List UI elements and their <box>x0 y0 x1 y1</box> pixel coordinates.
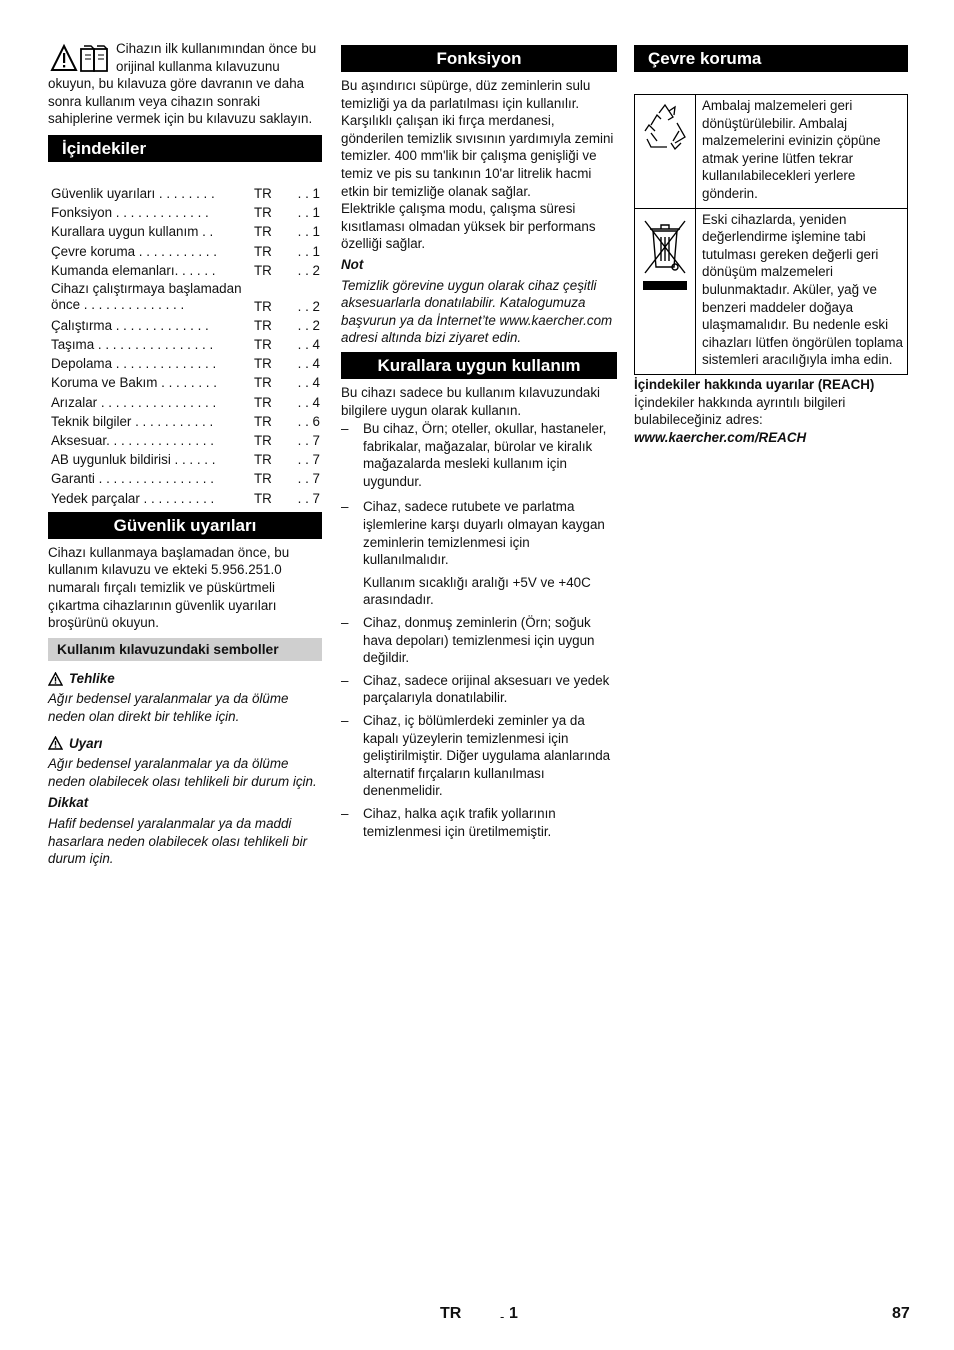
toc-entry-lang: TR <box>254 185 272 201</box>
toc-entry-page: . . 6 <box>297 413 320 429</box>
warning-label-row <box>48 735 322 753</box>
bin-icon-cell <box>635 208 696 374</box>
environment-table <box>634 94 908 375</box>
toc-heading: İçindekiler <box>48 135 322 162</box>
toc-entry <box>48 373 322 392</box>
toc-entry-title: Fonksiyon . . . . . . . . . . . . . <box>51 205 209 221</box>
toc-entry-page: . . 7 <box>297 471 320 487</box>
footer-separator: - <box>500 1309 505 1324</box>
temperature-note: Kullanım sıcaklığı aralığı +5V ve +40C arasındadır. <box>363 574 591 608</box>
function-text-electric: Elektrikle çalışma modu, çalışma süresi kısıtlaması olmadan yüksek bir performans özelliği sağlar. <box>341 201 596 252</box>
toc-entry-title: Teknik bilgiler . . . . . . . . . . . <box>51 413 214 429</box>
toc-entry-page: . . 4 <box>297 337 320 353</box>
disposal-text-cell: Eski cihazlarda, yeniden değerlendirme işlemine tabi tutulması gereken değerli geri dönüşüm malzemeleri bulunmaktadır. Aküler, yağ ve benzeri maddeler doğaya ulaşmamalıdır. Bu nedenle eski cihazları lütfen öngörülen toplama sistemleri aracılığıyla imha edin. <box>696 208 908 374</box>
toc-entry <box>48 203 322 222</box>
recycle-icon-cell <box>635 95 696 209</box>
toc-entry-title: Çalıştırma . . . . . . . . . . . . . <box>51 317 209 333</box>
safety-heading: Güvenlik uyarıları <box>48 512 322 539</box>
toc-entry-title: Cihazı çalıştırmaya başlamadan önce . . . . . . . . . . . . . . <box>51 280 242 313</box>
reach-text: İçindekiler hakkında ayrıntılı bilgileri bulabileceğiniz adres: <box>634 394 846 428</box>
toc-entry <box>48 393 322 412</box>
list-item: – Cihaz, donmuş zeminlerin (Örn; soğuk hava depoları) temizlenmesi için uygun değildir. <box>341 614 617 667</box>
proper-use-list-continued <box>341 614 617 840</box>
warning-triangle-icon <box>48 736 63 750</box>
proper-use-heading: Kurallara uygun kullanım <box>341 352 617 379</box>
danger-label: Tehlike <box>69 670 115 686</box>
toc-entry-page: . . 2 <box>297 317 320 333</box>
toc-entry-page: . . 2 <box>297 262 320 278</box>
toc-entry-title: Arızalar . . . . . . . . . . . . . . . . <box>51 394 217 410</box>
toc-entry-title: Çevre koruma . . . . . . . . . . . <box>51 243 217 259</box>
warning-label: Uyarı <box>69 735 103 751</box>
toc-entry-page: . . 7 <box>297 452 320 468</box>
toc-entry-page: . . 1 <box>297 205 320 221</box>
toc-entry-lang: TR <box>254 490 272 506</box>
toc-entry-lang: TR <box>254 413 272 429</box>
toc-entry-lang: TR <box>254 375 272 391</box>
reach-heading: İçindekiler hakkında uyarılar (REACH) <box>634 376 875 392</box>
toc-entry-lang: TR <box>254 433 272 449</box>
warning-triangle-icon <box>48 672 63 686</box>
proper-use-list <box>341 420 617 569</box>
table-row <box>635 95 908 209</box>
toc-entry-lang: TR <box>254 298 272 314</box>
list-item: – Cihaz, iç bölümlerdeki zeminler ya da kapalı yüzeylerin temizlenmesi için geliştirilmiştir. Diğer uygulama alanlarında alternatif fırçaların kullanılması denenmelidir. <box>341 712 617 800</box>
recycle-text-cell: Ambalaj malzemeleri geri dönüştürülebilir. Ambalaj malzemelerini evinizin çöpüne atmak yerine lütfen tekrar kullanılabilecekleri yerlere gönderin. <box>696 95 908 209</box>
environment-heading: Çevre koruma <box>634 45 908 72</box>
column-right <box>634 40 908 446</box>
list-item: – Cihaz, sadece rutubete ve parlatma işlemlerine karşı duyarlı olmayan kaygan zeminlerin temizlenmesi için kullanılmalıdır. <box>341 498 617 568</box>
toc-entry <box>48 450 322 469</box>
toc-entry-page: . . 4 <box>297 375 320 391</box>
symbols-heading: Kullanım kılavuzundaki semboller <box>48 638 322 661</box>
toc-entry-page: . . 1 <box>297 185 320 201</box>
warning-manual-icon <box>50 43 112 73</box>
toc-entry-title: Koruma ve Bakım . . . . . . . . <box>51 375 217 391</box>
toc-entry <box>48 489 322 508</box>
list-item: – Bu cihaz, Örn; oteller, okullar, hastaneler, fabrikalar, mağazalar, bürolar ve kiralık mağazalarda mesleki kullanım için uygundur. <box>341 420 617 490</box>
toc-entry-page: . . 1 <box>297 224 320 240</box>
toc-entry-lang: TR <box>254 394 272 410</box>
toc-entry-title: Garanti . . . . . . . . . . . . . . . . <box>51 471 214 487</box>
toc-entry <box>48 354 322 373</box>
toc-entry-page: . . 2 <box>297 298 320 314</box>
toc-entry <box>48 222 322 241</box>
toc-entry-page: . . 4 <box>297 356 320 372</box>
footer-lang: TR <box>440 1305 462 1322</box>
toc-entry <box>48 242 322 261</box>
toc-entry <box>48 316 322 335</box>
function-text: Bu aşındırıcı süpürge, düz zeminlerin sulu temizliği ya da parlatılması için kullanılır. Karşılıklı çalışan iki fırça merdanesi, gönderilen temizlik sıvısının yardımıyla zemini temizler. 400 mm'lik bir çalışma genişliği ve temiz ve pis su tankının 10'ar litrelik hacmi etkin bir temizliğe olanak sağlar. <box>341 78 614 199</box>
toc-entry-title: Yedek parçalar . . . . . . . . . . <box>51 490 215 506</box>
toc-entry <box>48 431 322 450</box>
toc-entry-page: . . 7 <box>297 433 320 449</box>
toc-entry-lang: TR <box>254 243 272 259</box>
function-heading: Fonksiyon <box>341 45 617 72</box>
footer-section-page: 1 <box>509 1305 518 1322</box>
intro-text: okuyun, bu kılavuza göre davranın ve daha sonra kullanım veya cihazın sonraki sahiplerine vermek için bu kılavuzu saklayın. <box>48 76 313 127</box>
danger-text: Ağır bedensel yaralanmalar ya da ölüme neden olan direkt bir tehlike için. <box>48 691 289 724</box>
toc-entry-lang: TR <box>254 452 272 468</box>
toc-entry <box>48 335 322 354</box>
toc-entry <box>48 280 322 316</box>
caution-text: Hafif bedensel yaralanmalar ya da maddi hasarlara neden olabilecek olası tehlikeli bir durum için. <box>48 815 308 867</box>
crossed-bin-icon <box>639 215 691 295</box>
table-of-contents <box>48 184 322 508</box>
toc-entry-title: Depolama . . . . . . . . . . . . . . <box>51 356 217 372</box>
column-middle <box>341 40 617 840</box>
toc-entry <box>48 184 322 203</box>
toc-entry-lang: TR <box>254 337 272 353</box>
toc-entry-title: AB uygunluk bildirisi . . . . . . <box>51 452 216 468</box>
toc-entry-title: Kumanda elemanları. . . . . . <box>51 262 216 278</box>
page-number: 87 <box>892 1305 910 1322</box>
toc-entry-lang: TR <box>254 205 272 221</box>
intro-notice <box>48 40 322 128</box>
toc-entry <box>48 412 322 431</box>
toc-entry-page: . . 4 <box>297 394 320 410</box>
note-label: Not <box>341 256 364 272</box>
reach-url: www.kaercher.com/REACH <box>634 429 807 445</box>
toc-entry-page: . . 1 <box>297 243 320 259</box>
toc-entry-lang: TR <box>254 471 272 487</box>
toc-entry <box>48 261 322 280</box>
toc-entry-title: Kurallara uygun kullanım . . <box>51 224 214 240</box>
recycle-icon <box>639 101 691 161</box>
intro-text-lead: Cihazın ilk kullanımından önce bu orijinal kullanma kılavuzunu <box>116 41 317 74</box>
toc-entry-lang: TR <box>254 317 272 333</box>
danger-label-row <box>48 670 322 688</box>
list-item: – Cihaz, halka açık trafik yollarının temizlenmesi için üretilmemiştir. <box>341 805 617 840</box>
warning-text: Ağır bedensel yaralanmalar ya da ölüme neden olabilecek olası tehlikeli bir durum için. <box>48 756 317 789</box>
note-text: Temizlik görevine uygun olarak cihaz çeşitli aksesuarlarla donatılabilir. Katalogumuza başvurun ya da İnternet’te www.kaercher.com adresi altında bizi ziyaret edin. <box>341 277 613 346</box>
toc-entry-lang: TR <box>254 356 272 372</box>
toc-entry-title: Taşıma . . . . . . . . . . . . . . . . <box>51 337 214 353</box>
caution-label: Dikkat <box>48 795 89 811</box>
toc-entry-lang: TR <box>254 262 272 278</box>
list-item: – Cihaz, sadece orijinal aksesuarı ve yedek parçalarıyla donatılabilir. <box>341 672 617 707</box>
toc-entry-page: . . 7 <box>297 490 320 506</box>
toc-entry-title: Aksesuar. . . . . . . . . . . . . . . <box>51 433 214 449</box>
toc-entry-title: Güvenlik uyarıları . . . . . . . . <box>51 185 215 201</box>
toc-entry-lang: TR <box>254 224 272 240</box>
proper-use-intro: Bu cihazı sadece bu kullanım kılavuzundaki bilgilere uygun olarak kullanın. <box>341 384 601 418</box>
column-left <box>48 40 322 868</box>
table-row <box>635 208 908 374</box>
safety-text: Cihazı kullanmaya başlamadan önce, bu kullanım kılavuzu ve ekteki 5.956.251.0 numaralı fırçalı temizlik ve püskürtmeli çıkartma cihazlarının güvenlik uyarıları broşürünü okuyun. <box>48 544 290 631</box>
toc-entry <box>48 469 322 488</box>
